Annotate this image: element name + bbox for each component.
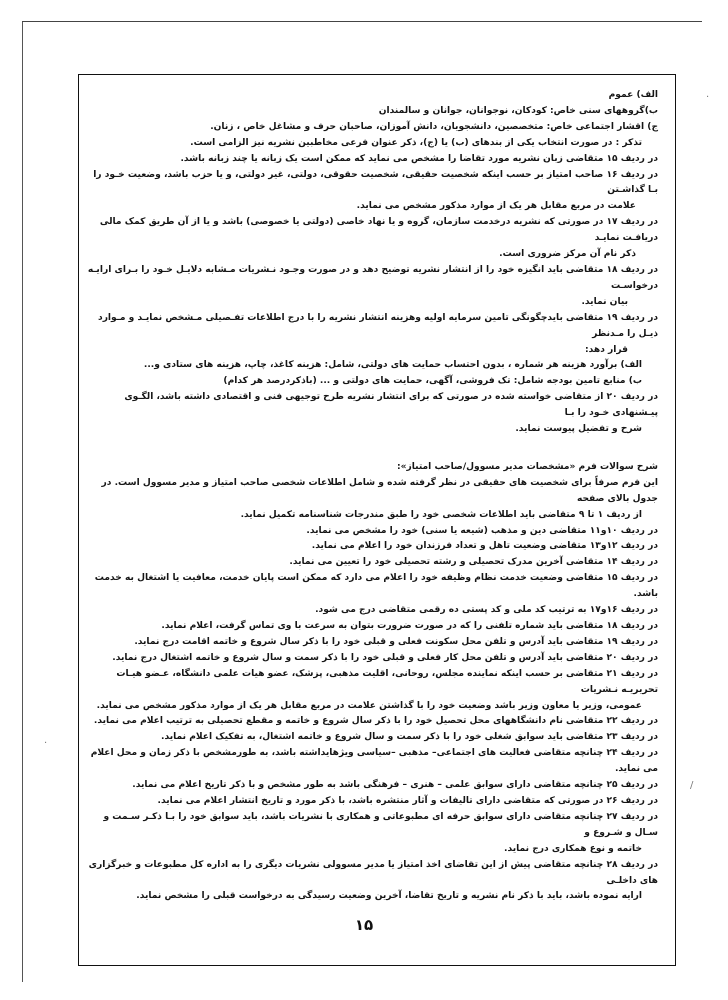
row-21: در ردیف ۲۱ متقاضی بر حسب اینکه نماینده مجلس، روحانی، اقلیت مذهبی، پزشک، عضو هیات علمی دانشگاه، عـضو هیـات تحریریـه نـشریات [116,668,658,695]
row-18: در ردیف ۱۸ متقاضی باید شماره تلفنی را که در صورت ضرورت بتوان به سرعت با وی تماس گرفت، اعلام نماید. [161,621,658,631]
scan-speck: / [690,780,694,791]
row-22: در ردیف ۲۲ متقاضی نام دانشگاههای محل تحصیل خود را با ذکر سال شروع و خاتمه و مقطع تحصیلی به ترتیب اعلام می نماید. [93,716,658,727]
row-28-cont: ارایه نموده باشد، باید با ذکر نام نشریه و تاریخ تقاضا، آخرین وضعیت رسیدگی به درخواست قبلی را مشخص نماید. [136,891,642,902]
row-24: در ردیف ۲۴ چنانچه متقاضی فعالیت های اجتماعی– مذهبی –سیاسی ویژهایداشته باشد، به طورمشخص با ذکر زمان و محل اعلام می نماید. [90,748,658,775]
document-body [82,88,658,905]
row-16-text: در ردیف ۱۶ صاحب امتیاز بر حسب اینکه شخصیت حقیقی، شخصیت حقوقی، دولتی، غیر دولتی، و یا حزب باشد، وضعیت خـود را بـا گذاشـتن [93,169,658,196]
row-27: در ردیف ۲۷ چنانچه متقاضی دارای سوابق حرفه ای مطبوعاتی و همکاری با نشریات باشد، باید سوابق خود را بـا ذکـر سـمت و سـال و شـروع و [103,811,658,838]
row-16-17: در ردیف ۱۶و۱۷ به ترتیب کد ملی و کد پستی ده رقمی متقاضی درج می شود. [315,605,658,616]
item-age-groups: ب)گروههای سنی خاص: کودکان، نوجوانان، جوانان و سالمندان [378,105,658,116]
row-17-text-cont: ذکر نام آن مرکز ضروری است. [499,249,636,260]
row-15-text: در ردیف ۱۵ متقاضی زبان نشریه مورد تقاضا را مشخص می نماید که ممکن است یک زبانه یا چند زبانه باشد. [180,153,658,164]
row-12-13: در ردیف ۱۲و۱۳ متقاضی وضعیت تاهل و تعداد فرزندان خود را اعلام می نماید. [311,541,658,552]
section-spacer [82,438,658,460]
row-21-cont: عمومی، وزیر یا معاون وزیر باشد وضعیت خود را با گذاشتن علامت در مربع مقابل هر یک از موارد مذکور مشخص می نماید. [96,700,642,711]
intro-line-cont: از ردیف ۱ تا ۹ متقاضی باید اطلاعات شخصی خود را طبق مندرجات شناسنامه تکمیل نماید. [240,509,642,520]
row-19-sub-a: الف) برآورد هزینه هر شماره ، بدون احتساب حمایت های دولتی، شامل: هزینه کاغذ، چاپ، هزینه های ستادی و... [143,360,642,371]
scan-edge-left [22,22,23,982]
row-26: در ردیف ۲۶ در صورتی که متقاضی دارای تالیفات و آثار منتشره باشد، با ذکر مورد و تاریخ انتشار اعلام می نماید. [157,795,658,806]
intro-line: این فرم صرفاً برای شخصیت های حقیقی در نظر گرفته شده و شامل اطلاعات شخصی صاحب امتیاز و مدیر مسوول است. در جدول بالای صفحه [101,477,658,504]
row-19-text: در ردیف ۱۹ متقاضی بایدچگونگی تامین سرمایه اولیه وهزینه انتشار نشریه را با درج اطلاعات تفـصیلی مـشخص نمایـد و مـوارد ذیـل را مـدنظر [98,312,658,339]
row-23: در ردیف ۲۳ متقاضی باید سوابق شغلی خود را با ذکر سمت و سال شروع و خاتمه اشتغال، به تفکیک اعلام نماید. [160,732,658,743]
item-social-groups: ج) اقشار اجتماعی خاص: متخصصین، دانشجویان، دانش آموزان، صاحبان حرف و مشاغل خاص ، زنان. [210,121,658,132]
item-general: الف) عموم [608,90,658,100]
row-16-text-cont: علامت در مربع مقابل هر یک از موارد مذکور مشخص می نماید. [356,201,636,212]
scan-speck: · [44,738,48,749]
row-18-text: در ردیف ۱۸ متقاضی باید انگیزه خود را از انتشار نشریه توضیح دهد و در صورت وجـود نـشریات مـشابه دلایـل خـود را بـرای ارایـه درخواسـت [87,264,658,291]
row-20: در ردیف ۲۰ متقاضی باید آدرس و تلفن محل کار فعلی و قبلی خود را با ذکر سمت و سال شروع و خاتمه اشتغال درج نماید. [112,652,658,663]
row-15: در ردیف ۱۵ متقاضی وضعیت خدمت نظام وظیفه خود را اعلام می دارد که ممکن است پایان خدمت، معافیت یا اشتغال به خدمت باشد. [94,573,658,600]
page-number: ۱۵ [354,916,374,934]
scan-edge-top [22,21,702,22]
row-14: در ردیف ۱۴ متقاضی آخرین مدرک تحصیلی و رشته تحصیلی خود را تعیین می نماید. [289,557,658,568]
section-title: شرح سوالات فرم «مشخصات مدیر مسوول/صاحب امتیاز»: [396,461,658,472]
row-28: در ردیف ۲۸ چنانچه متقاضی پیش از این تقاضای اخذ امتیاز یا مدیر مسوولی نشریات دیگری را به اداره کل مطبوعات و خبرگزاری های داخلـی [88,859,658,886]
row-18-text-cont: بیان نماید. [581,296,628,307]
row-20-text-cont: شرح و تفضیل پیوست نماید. [515,424,642,435]
row-27-cont: خاتمه و نوع همکاری درج نماید. [504,843,642,854]
row-17-text: در ردیف ۱۷ در صورتی که نشریه درخدمت سازمان، گروه و یا نهاد خاصی (دولتی یا خصوصی) باشد و یا از آن طریق کمک مالی دریافـت نمایـد [99,217,658,244]
scan-speck: · [706,92,710,103]
row-19-text-cont: قرار دهد: [585,344,628,355]
row-10-11: در ردیف ۱۰و۱۱ متقاضی دین و مذهب (شیعه یا سنی) خود را مشخص می نماید. [306,525,658,536]
row-25: در ردیف ۲۵ چنانچه متقاضی دارای سوابق علمی – هنری – فرهنگی باشد به طور مشخص و با ذکر تاریخ اعلام می نماید. [132,780,658,791]
row-20-text: در ردیف ۲۰ از متقاضی خواسته شده در صورتی که برای انتشار نشریه طرح توجیهی فنی و اقتصادی داشته باشد، الگـوی پیـشنهادی خـود را بـا [124,392,658,419]
row-19-sub-b: ب) منابع تامین بودجه شامل: تک فروشی، آگهی، حمایت های دولتی و ... (باذکردرصد هر کدام) [223,376,642,387]
note-line: تذکر : در صورت انتخاب یکی از بندهای (ب) یا (ج)، ذکر عنوان فرعی مخاطبین نشریه نیز الزامی است. [190,137,642,148]
row-19: در ردیف ۱۹ متقاضی باید آدرس و تلفن محل سکونت فعلی و قبلی خود را با ذکر سال شروع و خاتمه اقامت درج نماید. [134,636,658,647]
